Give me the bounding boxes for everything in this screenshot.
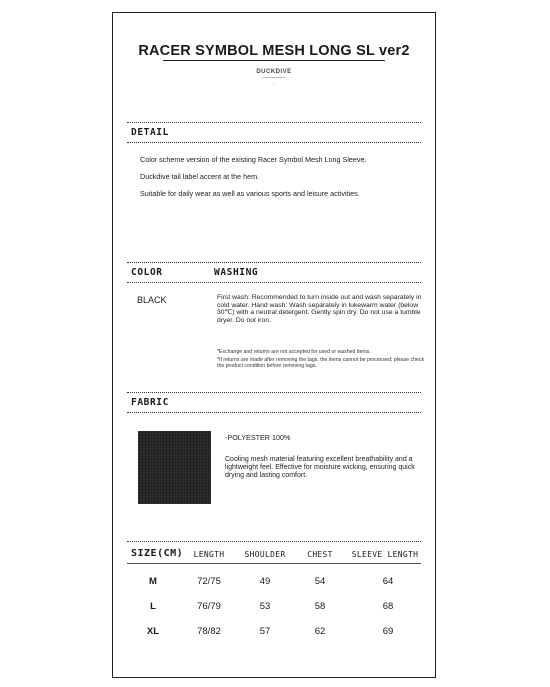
table-cell: 53 (259, 601, 271, 612)
divider (127, 262, 421, 263)
divider (127, 392, 421, 393)
size-label: XL (146, 626, 160, 637)
brand-logo-mark-icon: ◦ (273, 81, 275, 86)
size-table-rule (127, 563, 421, 564)
product-spec-sheet (112, 12, 436, 678)
divider (127, 142, 421, 143)
fabric-heading: FABRIC (131, 397, 169, 408)
washing-note: *If returns are made after removing the tags, the items cannot be processed; please check the product condition before removing tags. (217, 357, 425, 370)
detail-line: Duckdive tail label accent at the hem. (140, 172, 260, 181)
color-heading: COLOR (131, 267, 163, 278)
divider (127, 412, 421, 413)
brand-logo-underline: ▔▔▔▔▔▔▔▔▔▔ (262, 77, 286, 81)
table-cell: 72/75 (197, 576, 221, 587)
divider (127, 122, 421, 123)
color-value: BLACK (137, 295, 167, 305)
fabric-swatch (138, 431, 211, 504)
detail-line: Color scheme version of the existing Racer Symbol Mesh Long Sleeve. (140, 155, 367, 164)
table-cell: 68 (382, 601, 394, 612)
washing-heading: WASHING (214, 267, 259, 278)
column-header-sleeve-length: SLEEVE LENGTH (351, 550, 419, 559)
title-underline (163, 60, 385, 61)
fabric-composition: -POLYESTER 100% (225, 433, 291, 442)
table-cell: 76/79 (197, 601, 221, 612)
detail-line: Suitable for daily wear as well as various sports and leisure activities. (140, 189, 360, 198)
size-label: M (149, 576, 157, 587)
size-table-title: SIZE(CM) (131, 548, 184, 559)
table-cell: 58 (314, 601, 326, 612)
divider (127, 541, 421, 542)
detail-heading: DETAIL (131, 127, 169, 138)
table-cell: 78/82 (197, 626, 221, 637)
table-cell: 57 (259, 626, 271, 637)
washing-instructions: First wash: Recommended to turn inside out and wash separately in cold water. Hand wash: Wash separately in lukewarm water (below 30℃) with a neutral detergent. Gently spin dry. Do not use a tumble dryer. Do not iron. (217, 294, 422, 324)
brand-logo: DUCKDIVE (256, 69, 292, 75)
washing-note: *Exchange and returns are not accepted for used or washed items. (217, 349, 371, 355)
column-header-shoulder: SHOULDER (244, 550, 286, 559)
table-cell: 64 (382, 576, 394, 587)
table-cell: 54 (314, 576, 326, 587)
size-label: L (150, 601, 156, 612)
divider (127, 282, 421, 283)
table-cell: 49 (259, 576, 271, 587)
column-header-chest: CHEST (307, 550, 333, 559)
column-header-length: LENGTH (193, 550, 225, 559)
table-cell: 69 (382, 626, 394, 637)
product-title: RACER SYMBOL MESH LONG SL ver2 (138, 43, 410, 59)
fabric-description: Cooling mesh material featuring excellent breathability and a lightweight feel. Effective for moisture wicking, ensuring quick drying and lasting comfort. (225, 456, 415, 479)
table-cell: 62 (314, 626, 326, 637)
